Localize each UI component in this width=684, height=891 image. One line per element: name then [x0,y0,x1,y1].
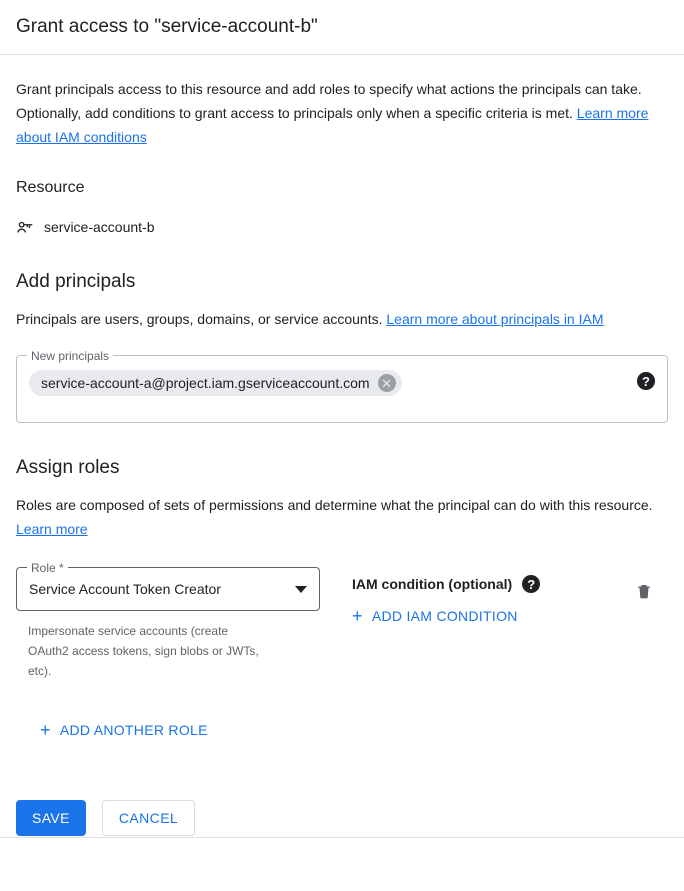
iam-conditions-learn-more-link[interactable]: Learn more about IAM conditions [16,105,649,145]
iam-condition-column [320,567,620,627]
help-icon[interactable]: ? [522,575,540,593]
trash-icon[interactable] [632,579,656,603]
intro-description: Grant principals access to this resource and add roles to specify what actions the principals can take. Optionally, add conditions to grant access to principals only when a specific criteria is met. [16,81,642,121]
role-select-label: Role * [27,560,68,576]
panel-footer [0,837,684,891]
role-select-value: Service Account Token Creator [29,581,221,597]
iam-condition-header [352,575,620,593]
help-icon[interactable]: ? [637,372,655,390]
add-another-role-wrap [16,707,668,741]
close-icon[interactable]: ✕ [378,374,396,392]
principal-chip[interactable] [29,370,402,396]
role-column [16,561,320,681]
roles-description-text: Roles are composed of sets of permissions and determine what the principal can do with this resource. [16,497,653,513]
delete-role-column [620,567,668,603]
panel-body [0,77,684,741]
chevron-down-icon[interactable] [295,586,307,593]
plus-icon: + [352,606,363,626]
role-description-hint: Impersonate service accounts (create OAuth2 access tokens, sign blobs or JWTs, etc). [28,624,259,678]
resource-row [16,217,668,237]
add-iam-condition-label: ADD IAM CONDITION [371,608,518,624]
role-select[interactable] [16,561,320,611]
action-buttons [16,800,195,836]
page-title: Grant access to "service-account-b" [16,16,318,37]
iam-condition-label: IAM condition (optional) [352,576,513,592]
assign-roles-section-title: Assign roles [16,457,120,478]
add-another-role-label: ADD ANOTHER ROLE [59,722,208,738]
cancel-button[interactable]: CANCEL [102,800,195,836]
principals-description [16,307,666,331]
new-principals-field[interactable] [16,349,668,423]
role-entry-row [16,561,668,681]
intro-text [16,77,666,149]
resource-section-title: Resource [16,179,85,196]
principals-learn-more-link[interactable]: Learn more about principals in IAM [386,311,604,327]
add-another-role-button[interactable] [40,721,208,739]
roles-learn-more-link[interactable]: Learn more [16,521,88,537]
principals-description-text: Principals are users, groups, domains, or service accounts. [16,311,383,327]
add-iam-condition-button[interactable] [352,607,518,625]
panel-header [0,0,684,55]
plus-icon: + [40,720,51,740]
add-principals-section-title: Add principals [16,271,136,292]
roles-description [16,493,666,541]
principal-chip-label: service-account-a@project.iam.gserviceaccount.com [41,375,370,391]
resource-name: service-account-b [44,219,155,235]
service-account-icon [16,218,34,236]
new-principals-label: New principals [27,348,113,364]
save-button[interactable]: SAVE [16,800,86,836]
